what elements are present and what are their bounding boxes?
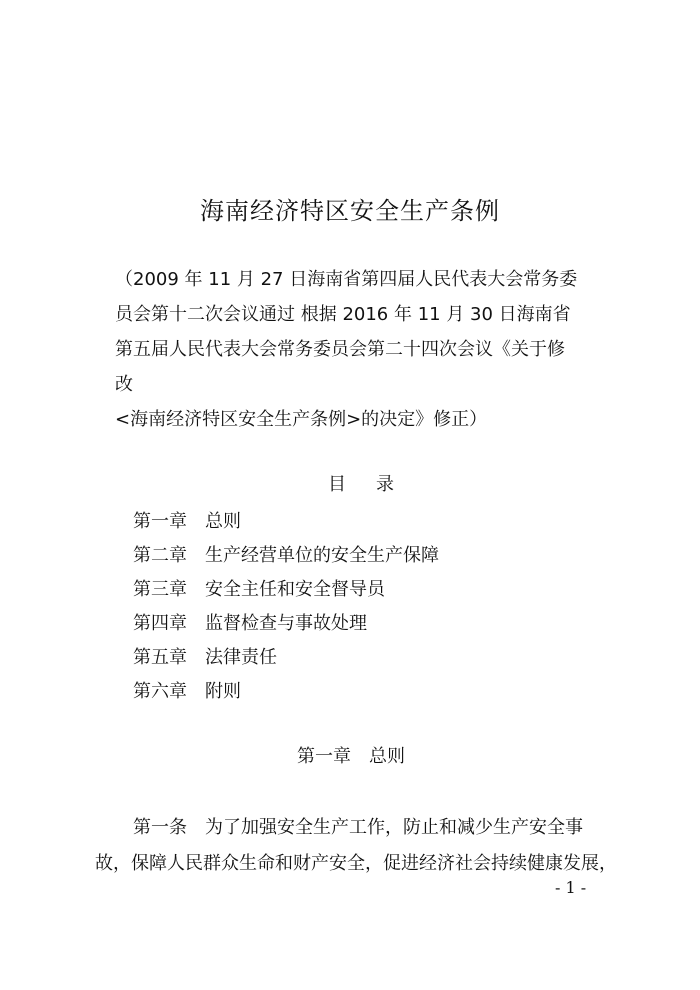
toc-chapter-number: 第四章 [133, 613, 187, 634]
article-text: 故，保障人民群众生命和财产安全，促进经济社会持续健康发展， [95, 853, 617, 874]
page-number: - 1 - [555, 878, 587, 897]
toc-chapter-name: 监督检查与事故处理 [205, 613, 367, 634]
adoption-note-line: 改 [115, 374, 133, 395]
toc-chapter-number: 第三章 [133, 579, 187, 600]
toc-item-chapter-4[interactable] [133, 607, 613, 641]
toc-chapter-name: 法律责任 [205, 647, 277, 668]
adoption-note-line: 第五届人民代表大会常务委员会第二十四次会议《关于修 [115, 339, 565, 360]
table-of-contents [133, 505, 613, 709]
chapter-heading [297, 742, 405, 768]
toc-item-chapter-3[interactable] [133, 573, 613, 607]
adoption-note-line: （2009 年 11 月 27 日海南省第四届人民代表大会常务委 [115, 269, 578, 290]
adoption-note-line: 员会第十二次会议通过 根据 2016 年 11 月 30 日海南省 [115, 304, 571, 325]
toc-chapter-number: 第五章 [133, 647, 187, 668]
article-label: 第一条 [133, 817, 187, 838]
toc-heading: 目录 [328, 474, 424, 495]
adoption-note [115, 262, 635, 437]
toc-chapter-name: 安全主任和安全督导员 [205, 579, 385, 600]
toc-item-chapter-6[interactable] [133, 675, 613, 709]
toc-chapter-name: 总则 [205, 511, 241, 532]
chapter-number: 第一章 [297, 746, 351, 767]
document-title: 海南经济特区安全生产条例 [200, 197, 500, 225]
toc-item-chapter-2[interactable] [133, 539, 613, 573]
toc-chapter-number: 第一章 [133, 511, 187, 532]
toc-chapter-name: 附则 [205, 681, 241, 702]
adoption-note-line: <海南经济特区安全生产条例>的决定》修正） [115, 409, 488, 430]
toc-chapter-name: 生产经营单位的安全生产保障 [205, 545, 439, 566]
toc-chapter-number: 第二章 [133, 545, 187, 566]
toc-item-chapter-5[interactable] [133, 641, 613, 675]
chapter-name: 总则 [369, 746, 405, 767]
article-text: 为了加强安全生产工作，防止和减少生产安全事 [205, 817, 583, 838]
toc-chapter-number: 第六章 [133, 681, 187, 702]
article-first-line [95, 810, 625, 846]
toc-item-chapter-1[interactable] [133, 505, 613, 539]
article-1 [95, 810, 625, 882]
